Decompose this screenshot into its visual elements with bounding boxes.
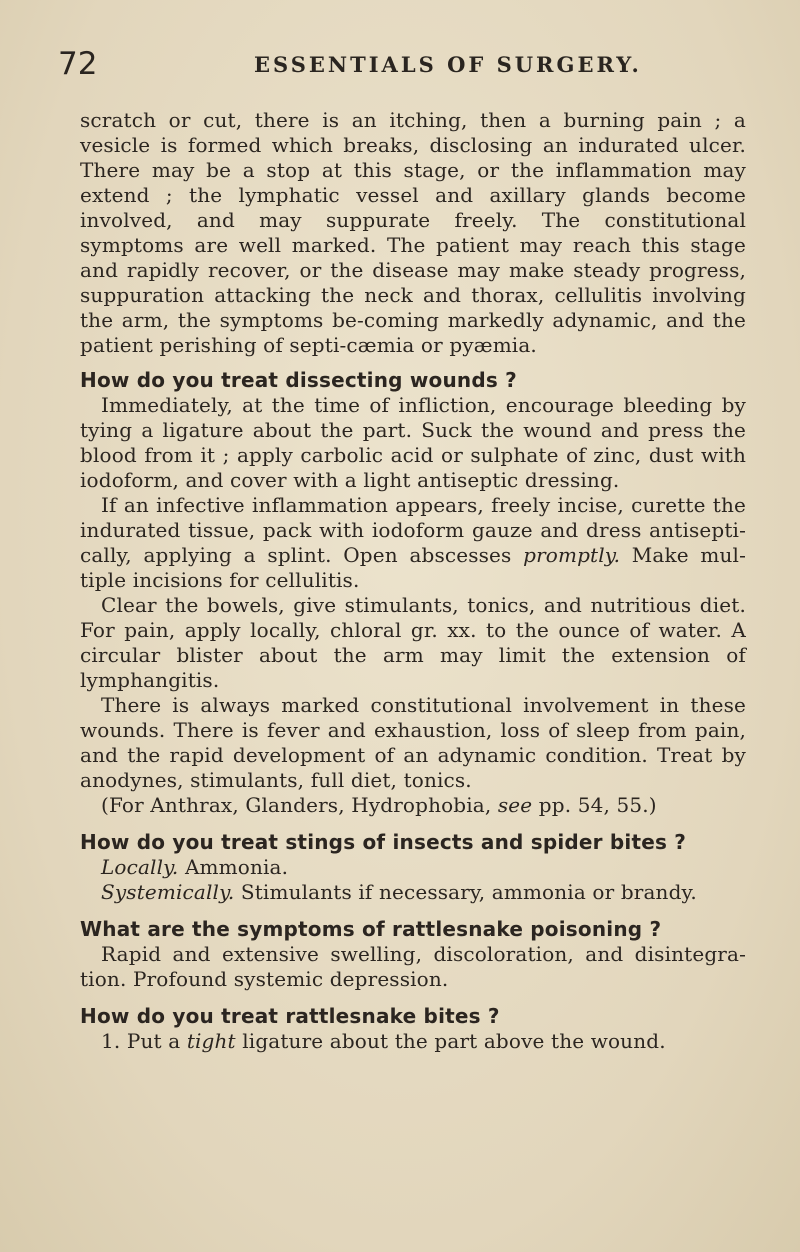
text-run: pp. 54, 55.) [532, 793, 657, 817]
answer-paragraph [80, 493, 746, 593]
question-heading-dissecting-wounds: How do you treat dissecting wounds ? [80, 368, 517, 392]
answer-line-systemically [80, 880, 746, 905]
numbered-step [80, 1029, 746, 1054]
page-header [58, 44, 748, 94]
intro-paragraph: scratch or cut, there is an itching, then a burning pain ; a vesicle is formed which breaks, disclosing an indurated ulcer. There may be a stop at this stage, or the inflammation may extend ; the lymphatic vessel and axillary glands become involved, and may suppurate freely. The constitutional symptoms are well marked. The patient may reach this stage and rapidly recover, or the disease may make steady progress, suppuration attacking the neck and thorax, cellulitis involving the arm, the symptoms be-coming markedly adynamic, and the patient perishing of septi-cæmia or pyæmia. [80, 108, 746, 357]
text-run: Ammonia. [178, 855, 289, 879]
answer-paragraph: There is always marked constitutional involvement in these wounds. There is fever and exhaustion, loss of sleep from pain, and the rapid development of an adynamic condition. Treat by anodynes, stimulants, full diet, tonics. [80, 693, 746, 792]
running-title: ESSENTIALS OF SURGERY. [254, 52, 642, 77]
page-number: 72 [58, 46, 98, 82]
question-heading-rattlesnake-treatment: How do you treat rattlesnake bites ? [80, 1004, 500, 1028]
emphasis-label: Systemically. [101, 880, 235, 904]
text-run: Make mul-tiple incisions for cellulitis. [80, 543, 746, 592]
text-run: 1. Put a [101, 1029, 187, 1053]
question-heading-insect-stings: How do you treat stings of insects and spider bites ? [80, 830, 687, 854]
text-run: (For Anthrax, Glanders, Hydrophobia, [101, 793, 498, 817]
emphasis-label: Locally. [101, 855, 179, 879]
emphasis-text: promptly. [523, 543, 621, 567]
emphasis-text: see [497, 793, 533, 817]
text-run: Stimulants if necessary, ammonia or brandy. [234, 880, 697, 904]
text-run: ligature about the part above the wound. [235, 1029, 666, 1053]
answer-paragraph: Rapid and extensive swelling, discoloration, and disintegra-tion. Profound systemic depression. [80, 942, 746, 991]
cross-reference [80, 793, 746, 818]
body-text [80, 108, 746, 1054]
question-heading-rattlesnake-symptoms: What are the symptoms of rattlesnake poisoning ? [80, 917, 662, 941]
emphasis-text: tight [186, 1029, 236, 1053]
text-run: If an infective inflammation appears, freely incise, curette the indurated tissue, pack with iodoform gauze and dress antisepti-cally, applying a splint. Open abscesses [80, 493, 746, 567]
answer-paragraph: Immediately, at the time of infliction, encourage bleeding by tying a ligature about the part. Suck the wound and press the blood from it ; apply carbolic acid or sulphate of zinc, dust with iodoform, and cover with a light antiseptic dressing. [80, 393, 746, 492]
answer-line-locally [80, 855, 746, 880]
answer-paragraph: Clear the bowels, give stimulants, tonics, and nutritious diet. For pain, apply locally, chloral gr. xx. to the ounce of water. A circular blister about the arm may limit the extension of lymphangitis. [80, 593, 746, 692]
